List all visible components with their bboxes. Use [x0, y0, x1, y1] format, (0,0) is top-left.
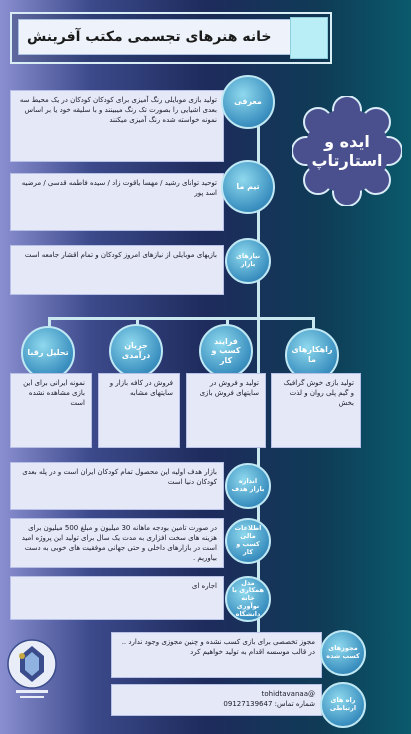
contact-phone[interactable]: شماره تماس: 09127139647 [223, 700, 315, 709]
branch-bar [48, 317, 312, 320]
team-node: تیم ما [221, 160, 275, 214]
team-text: توحید توانای رشید / مهسا یاقوت زاد / سیده فاطمه قدسی / مرضیه اسد پور [10, 173, 224, 231]
permits-text: مجوز تخصصی برای بازی کسب نشده و چنین مجوزی وجود ندارد .. در قالب موسسه اقدام به تولید خواهیم کرد [111, 632, 322, 678]
goal-text: بازار هدف اولیه این محصول تمام کودکان ایران است و در پله بعدی کودکان دنیا است [10, 462, 224, 510]
solutions-node: راهکارهای ما [285, 328, 339, 382]
finance-node: اطلاعات مالی کسب و کار [225, 518, 271, 564]
finance-text: در صورت تامین بودجه ماهانه 30 میلیون و مبلغ 500 میلیون برای هزینه های سخت افزاری به مدت یک سال برای تولید این پروژه امید است در بازارهای داخلی و حتی جهانی موفقیت های خوبی به دست بیاوریم . [10, 518, 224, 568]
badge-line-2: استارتاپ [311, 151, 383, 171]
badge-text [305, 132, 389, 170]
contact-box [111, 684, 322, 716]
market-node: نیازهای بازار [225, 238, 271, 284]
revenue-node: جریان درآمدی [109, 324, 163, 378]
contact-handle[interactable]: @tohidtavanaa [261, 690, 315, 698]
goal-node: اندازه بازار هدف [225, 463, 271, 509]
intro-node: معرفی [221, 75, 275, 129]
process-text: تولید و فروش در سایتهای فروش بازی [186, 373, 266, 448]
badge-line-1: ایده و [324, 132, 370, 151]
model-node: مدل همکاری با خانه نوآوری دانشگاه [225, 576, 271, 622]
university-logo [4, 634, 60, 704]
intro-text: تولید بازی موبایلی رنگ آمیزی برای کودکان کودکان در یک محیط سه بعدی اشیایی را بصورت تک رنگ میبینند و با سلیقه خود یا بر اساس نمونه خواسته شده رنگ آمیزی میکنند [10, 90, 224, 162]
competitors-node: تحلیل رقبا [21, 326, 75, 380]
contact-node: راه های ارتباطی [320, 682, 366, 728]
competitors-text: نمونه ایرانی برای این بازی مشاهده نشده است [10, 373, 92, 448]
permits-node: مجوزهای کسب شده [320, 630, 366, 676]
solutions-text: تولید بازی خوش گرافیک و گیم پلی روان و لذت بخش [271, 373, 361, 448]
market-text: بازیهای موبایلی از نیازهای امروز کودکان و تمام اقشار جامعه است [10, 245, 224, 295]
page-title: خانه هنرهای تجسمی مکتب آفرینش [18, 19, 308, 55]
process-node: فرایند کسب و کار [199, 324, 253, 378]
model-text: اجاره ای [10, 576, 224, 620]
revenue-text: فروش در کافه بازار و سایتهای مشابه [98, 373, 180, 448]
title-accent-square [290, 17, 328, 59]
